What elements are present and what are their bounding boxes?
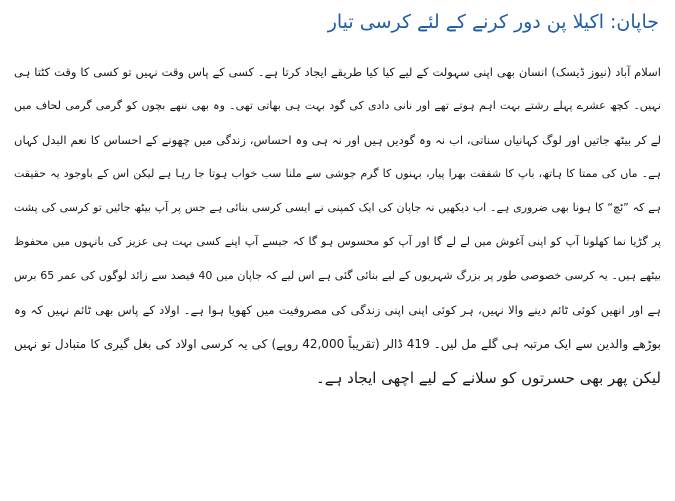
- article-body-line: پر گڑیا نما کھلونا آپ کو اپنی آغوش میں لے لے گا اور آپ کو محسوس ہو گا کہ جیسے آپ اپنے کسی بہت ہی عزیز کی بانہوں میں محفوظ: [14, 235, 661, 248]
- article-body-line: بوڑھے والدین سے ایک مرتبہ ہی گلے مل لیں۔ 419 ڈالر (تقریباً 42,000 روپے) کی یہ کرسی اولاد کی بغل گیری کا متبادل تو نہیں: [14, 337, 661, 351]
- article-body-line: اسلام آباد (نیوز ڈیسک) انسان بھی اپنی سہولت کے لیے کیا کیا طریقے ایجاد کرتا ہے۔ کسی کے پاس وقت نہیں تو کسی کا وقت کٹتا ہی: [14, 65, 661, 79]
- article-body-line: لے کر بیٹھ جاتیں اور لوگ کہانیاں سناتی، اب نہ وہ گودیں ہیں اور نہ ہی وہ احساس، زندگی میں چھونے کے احساس کا نعم البدل کہاں: [14, 133, 661, 147]
- article-body-line: نہیں۔ کچھ عشرے پہلے رشتے بہت اہم ہوتے تھے اور نانی دادی کی گود بہت ہی بھاتی تھی۔ وہ بھی ننھے بچوں کو گرمی گرمی لحاف میں: [14, 99, 661, 112]
- article-body-line: ہے کہ ”ٹچ“ کا ہونا بھی ضروری ہے۔ اب دیکھیں نہ جاپان کی ایک کمپنی نے ایسی کرسی بنائی ہے جس پر آپ بیٹھ جائیں تو کرسی کی پشت: [14, 201, 661, 214]
- article-headline: جاپان: اکیلا پن دور کرنے کے لئے کرسی تیار: [327, 11, 659, 33]
- article-body-line: بیٹھے ہیں۔ یہ کرسی خصوصی طور پر بزرگ شہریوں کے لیے بنائی گئی ہے اس لیے کہ جاپان میں 40 فیصد سے زائد لوگوں کی عمر 65 برس: [14, 269, 661, 282]
- article-body-line: ہے اور انھیں کوئی ٹائم دینے والا نہیں، ہر کوئی اپنی اپنی زندگی کی مصروفیت میں کھویا ہوا ہے۔ اولاد کے پاس بھی ٹائم نہیں کہ وہ: [14, 303, 661, 317]
- article-body: [12, 56, 663, 396]
- article-body-line: لیکن پھر بھی حسرتوں کو سلانے کے لیے اچھی ایجاد ہے۔: [316, 369, 661, 387]
- article-body-line: ہے۔ ماں کی ممتا کا ہاتھ، باپ کا شفقت بھرا پیار، بہنوں کا گرم جوشی سے ملنا سب خواب ہوتا جا رہا ہے لیکن اس کے باوجود یہ حقیقت: [14, 167, 661, 180]
